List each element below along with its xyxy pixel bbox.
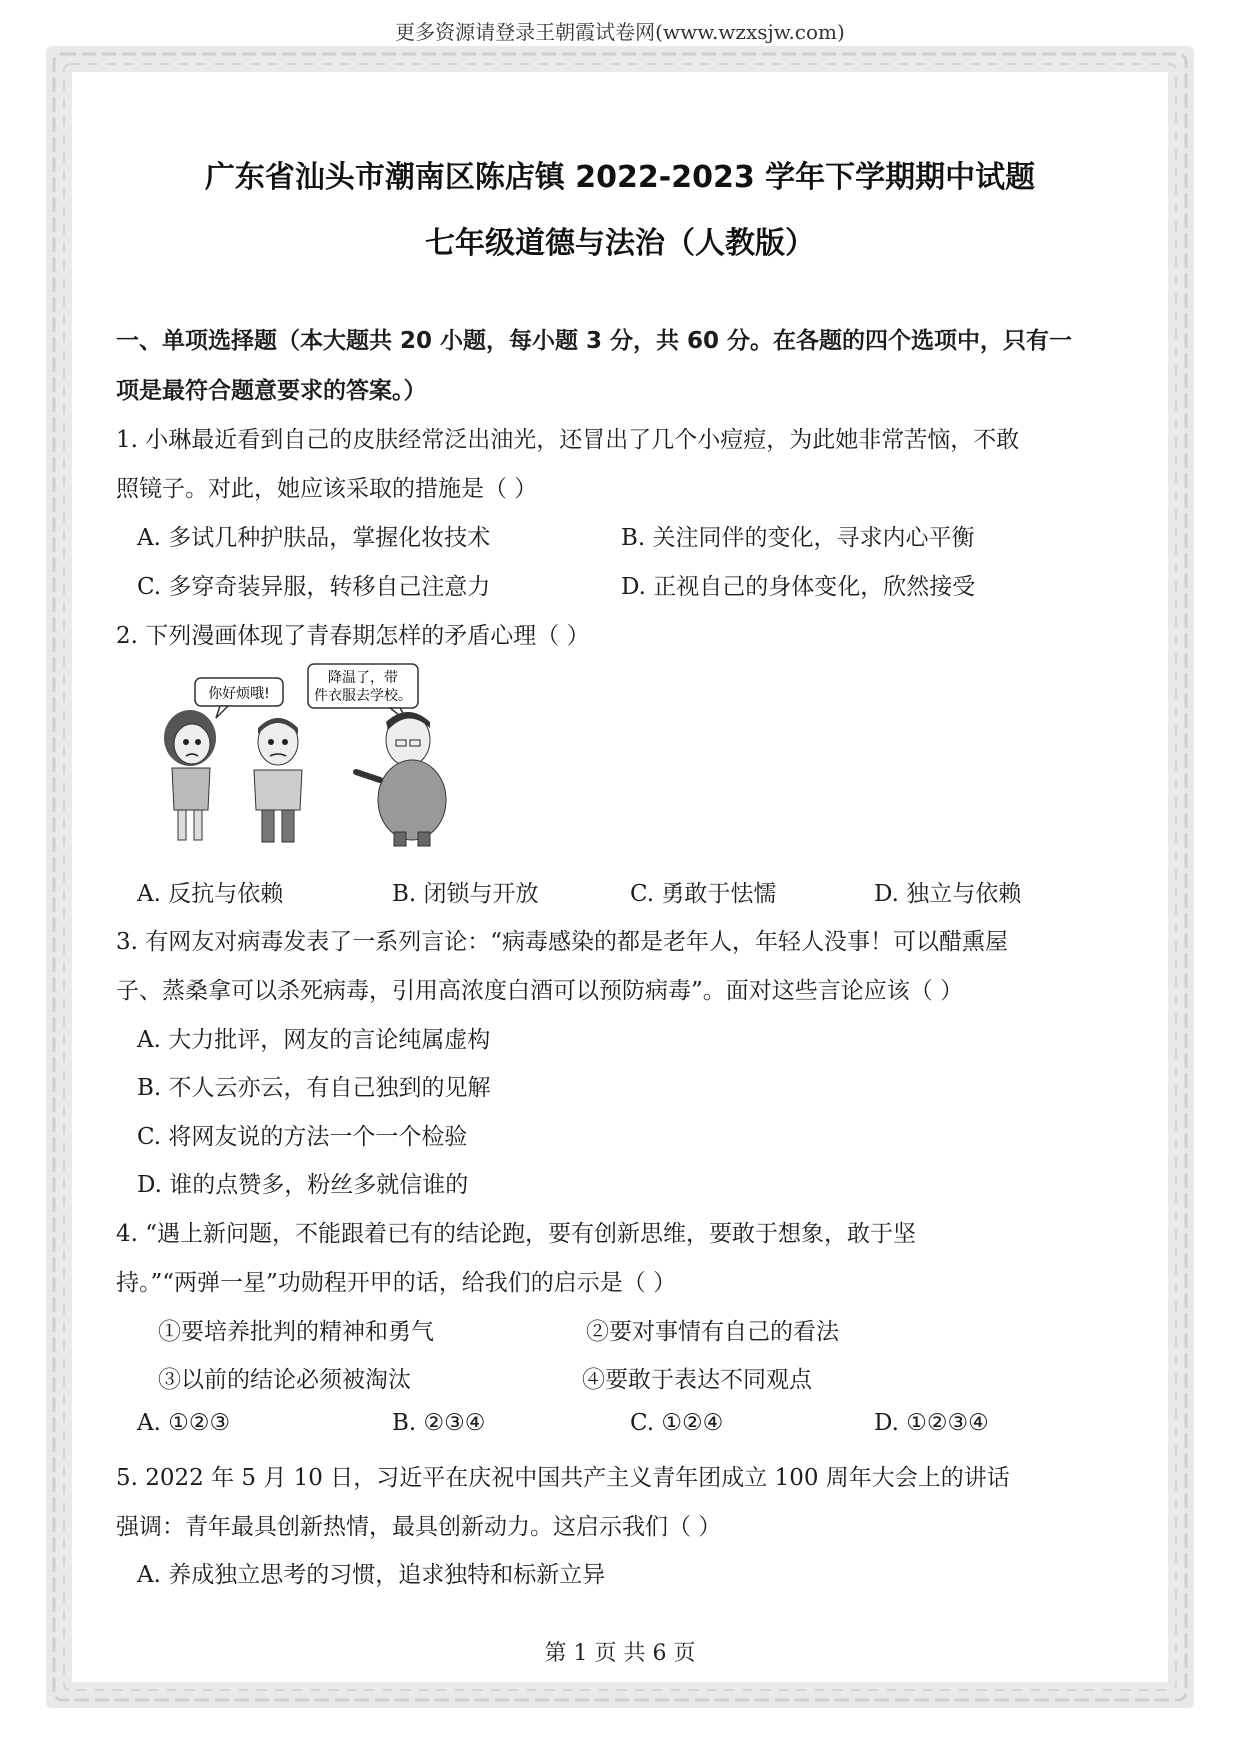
question-3-stem: 3. 有网友对病毒发表了一系列言论：“病毒感染的都是老年人，年轻人没事！可以醋熏屋 (116, 929, 1009, 955)
question-5-stem: 5. 2022 年 5 月 10 日，习近平在庆祝中国共产主义青年团成立 100 周年大会上的讲话 (116, 1465, 1010, 1491)
comic-illustration (150, 660, 480, 850)
question-4-option-d: D. ①②③④ (874, 1410, 989, 1436)
question-4-stem: 4. “遇上新问题，不能跟着已有的结论跑，要有创新思维，要敢于想象，敢于坚 (116, 1221, 917, 1247)
question-1-option-b: B. 关注同伴的变化，寻求内心平衡 (621, 525, 975, 551)
boy-figure (254, 718, 302, 842)
question-4-statement-3: ③以前的结论必须被淘汰 (158, 1367, 411, 1393)
girl-figure (164, 710, 216, 840)
question-4-option-b: B. ②③④ (392, 1410, 486, 1436)
exam-subtitle: 七年级道德与法治（人教版） (425, 226, 815, 261)
question-4-option-a: A. ①②③ (137, 1410, 231, 1436)
speech-bubble-2-text-1: 降温了，带 (328, 670, 398, 686)
question-1-option-c: C. 多穿奇装异服，转移自己注意力 (137, 574, 491, 600)
question-3-option-d: D. 谁的点赞多，粉丝多就信谁的 (137, 1172, 469, 1198)
question-3-option-c: C. 将网友说的方法一个一个检验 (137, 1124, 468, 1150)
speech-bubble-2-text-2: 件衣服去学校。 (314, 688, 412, 704)
question-2-stem: 2. 下列漫画体现了青春期怎样的矛盾心理（ ） (116, 623, 590, 649)
question-4-stem-cont: 持。”“两弹一星”功勋程开甲的话，给我们的启示是（ ） (116, 1270, 677, 1296)
question-1-option-d: D. 正视自己的身体变化，欣然接受 (621, 574, 976, 600)
father-figure (356, 712, 446, 846)
question-5-stem-cont: 强调：青年最具创新热情，最具创新动力。这启示我们（ ） (116, 1514, 722, 1540)
question-4-statement-2: ②要对事情有自己的看法 (586, 1319, 839, 1345)
question-4-option-c: C. ①②④ (630, 1410, 724, 1436)
question-1-stem: 1. 小琳最近看到自己的皮肤经常泛出油光，还冒出了几个小痘痘，为此她非常苦恼，不敢 (116, 427, 1020, 453)
question-5-option-a: A. 养成独立思考的习惯，追求独特和标新立异 (137, 1562, 606, 1588)
watermark-header: 更多资源请登录王朝霞试卷网(www.wzxsjw.com) (395, 20, 845, 44)
exam-title: 广东省汕头市潮南区陈店镇 2022-2023 学年下学期期中试题 (204, 160, 1036, 195)
question-3-option-a: A. 大力批评，网友的言论纯属虚构 (137, 1027, 491, 1053)
question-4-statement-4: ④要敢于表达不同观点 (582, 1367, 812, 1393)
question-3-option-b: B. 不人云亦云，有自己独到的见解 (137, 1075, 491, 1101)
question-3-stem-cont: 子、蒸桑拿可以杀死病毒，引用高浓度白酒可以预防病毒”。面对这些言论应该（ ） (116, 978, 964, 1004)
speech-bubble-1-text: 你好烦哦! (208, 686, 270, 702)
page-number-footer: 第 1 页 共 6 页 (544, 1641, 696, 1666)
question-2-option-d: D. 独立与依赖 (874, 881, 1022, 907)
question-1-stem-cont: 照镜子。对此，她应该采取的措施是（ ） (116, 476, 538, 502)
question-2-option-a: A. 反抗与依赖 (137, 881, 284, 907)
question-2-option-b: B. 闭锁与开放 (392, 881, 539, 907)
section-instruction-line2: 项是最符合题意要求的答案。） (116, 378, 427, 404)
question-2-option-c: C. 勇敢于怯懦 (630, 881, 777, 907)
question-1-option-a: A. 多试几种护肤品，掌握化妆技术 (137, 525, 491, 551)
question-4-statement-1: ①要培养批判的精神和勇气 (158, 1319, 434, 1345)
section-instruction-line1: 一、单项选择题（本大题共 20 小题，每小题 3 分，共 60 分。在各题的四个选项中，只有一 (116, 328, 1073, 354)
